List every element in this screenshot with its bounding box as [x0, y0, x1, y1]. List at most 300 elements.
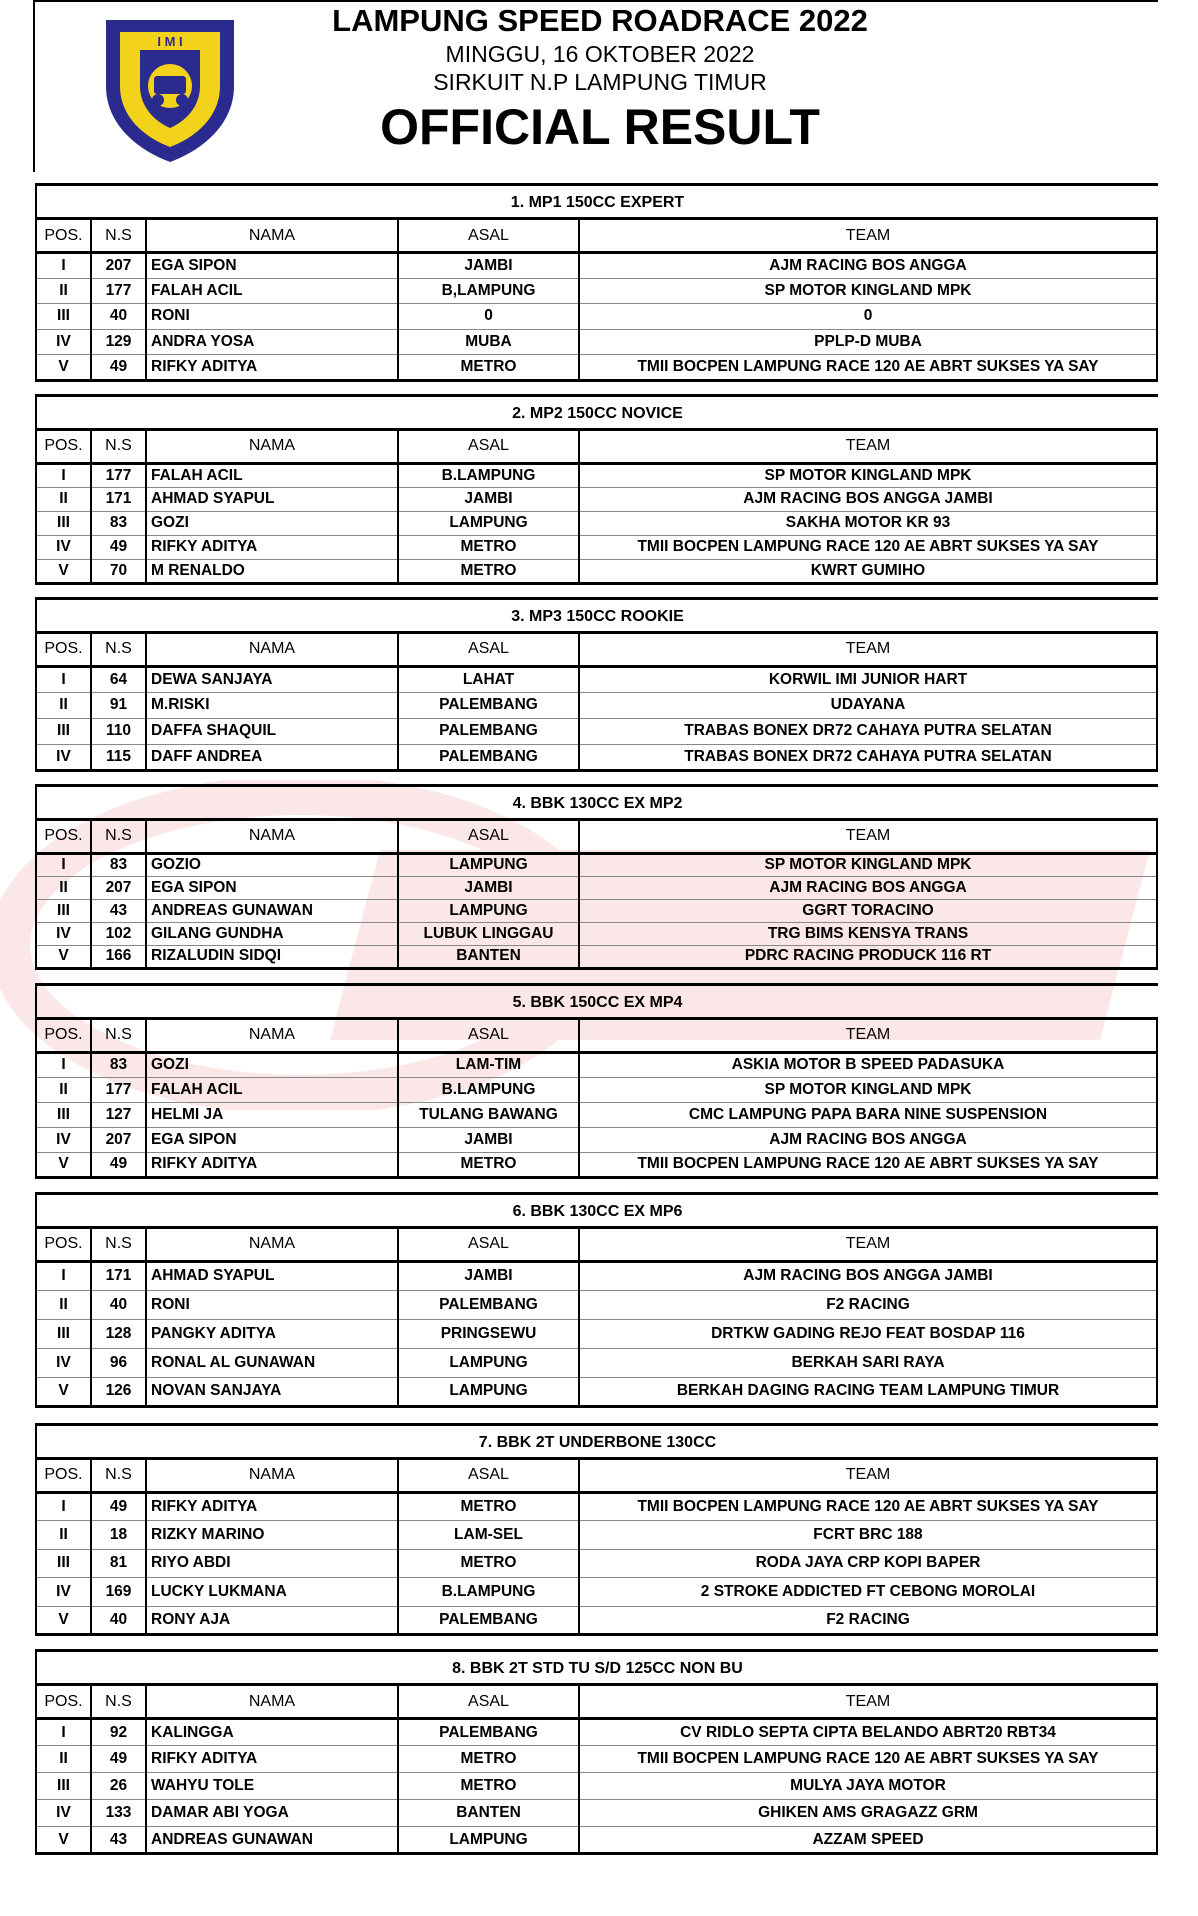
cell-team: SP MOTOR KINGLAND MPK — [579, 1077, 1157, 1102]
cell-pos: II — [36, 692, 91, 718]
cell-team: KORWIL IMI JUNIOR HART — [579, 666, 1157, 692]
cell-asal: JAMBI — [398, 1261, 579, 1290]
cell-pos: I — [36, 1261, 91, 1290]
header-row — [36, 632, 1157, 666]
cell-ns: 207 — [91, 253, 146, 279]
column-header-pos: POS. — [36, 1227, 91, 1261]
header-row — [36, 429, 1157, 463]
table-row — [36, 559, 1157, 583]
cell-asal: PALEMBANG — [398, 718, 579, 744]
cell-ns: 177 — [91, 463, 146, 487]
cell-team: UDAYANA — [579, 692, 1157, 718]
table-row — [36, 253, 1157, 279]
cell-nama: RONI — [146, 1290, 398, 1319]
cell-nama: RIYO ABDI — [146, 1549, 398, 1578]
cell-asal: LAM-TIM — [398, 1052, 579, 1077]
cell-pos: V — [36, 355, 91, 381]
cell-team: BERKAH DAGING RACING TEAM LAMPUNG TIMUR — [579, 1377, 1157, 1406]
cell-asal: METRO — [398, 1773, 579, 1800]
cell-nama: DAFFA SHAQUIL — [146, 718, 398, 744]
cell-nama: PANGKY ADITYA — [146, 1319, 398, 1348]
cell-pos: IV — [36, 1348, 91, 1377]
column-header-ns: N.S — [91, 1227, 146, 1261]
imi-logo — [100, 16, 240, 166]
cell-team: AJM RACING BOS ANGGA — [579, 1127, 1157, 1152]
cell-ns: 96 — [91, 1348, 146, 1377]
cell-pos: III — [36, 1773, 91, 1800]
cell-ns: 83 — [91, 511, 146, 535]
cell-asal: PALEMBANG — [398, 692, 579, 718]
cell-nama: RIFKY ADITYA — [146, 1492, 398, 1521]
cell-team: AJM RACING BOS ANGGA — [579, 253, 1157, 279]
cell-nama: RIFKY ADITYA — [146, 355, 398, 381]
section-gap — [35, 1408, 1158, 1423]
cell-team: 0 — [579, 304, 1157, 330]
cell-asal: LAMPUNG — [398, 853, 579, 876]
cell-pos: I — [36, 853, 91, 876]
header — [300, 0, 900, 156]
cell-pos: I — [36, 463, 91, 487]
column-header-nama: NAMA — [146, 1685, 398, 1719]
table-row — [36, 511, 1157, 535]
column-header-ns: N.S — [91, 819, 146, 853]
column-header-nama: NAMA — [146, 1227, 398, 1261]
column-header-asal: ASAL — [398, 819, 579, 853]
column-header-ns: N.S — [91, 632, 146, 666]
table-row — [36, 899, 1157, 922]
cell-pos: II — [36, 278, 91, 304]
result-section — [35, 1649, 1158, 1855]
cell-ns: 115 — [91, 744, 146, 770]
cell-team: GGRT TORACINO — [579, 899, 1157, 922]
cell-pos: IV — [36, 1578, 91, 1607]
cell-ns: 126 — [91, 1377, 146, 1406]
section-gap — [35, 585, 1158, 597]
cell-pos: I — [36, 666, 91, 692]
cell-nama: FALAH ACIL — [146, 278, 398, 304]
table-row — [36, 487, 1157, 511]
table-row — [36, 744, 1157, 770]
cell-team: SAKHA MOTOR KR 93 — [579, 511, 1157, 535]
table-row — [36, 1377, 1157, 1406]
event-title: LAMPUNG SPEED ROADRACE 2022 — [332, 3, 868, 38]
result-section — [35, 183, 1158, 394]
cell-nama: AHMAD SYAPUL — [146, 1261, 398, 1290]
cell-team: SP MOTOR KINGLAND MPK — [579, 278, 1157, 304]
cell-pos: V — [36, 1377, 91, 1406]
table-row — [36, 666, 1157, 692]
cell-pos: III — [36, 718, 91, 744]
table-row — [36, 1348, 1157, 1377]
cell-pos: III — [36, 1549, 91, 1578]
cell-nama: ANDREAS GUNAWAN — [146, 899, 398, 922]
result-section — [35, 1423, 1158, 1650]
cell-team: PPLP-D MUBA — [579, 329, 1157, 355]
table-row — [36, 853, 1157, 876]
cell-nama: GOZI — [146, 511, 398, 535]
cell-pos: I — [36, 1492, 91, 1521]
cell-ns: 102 — [91, 922, 146, 945]
column-header-asal: ASAL — [398, 1458, 579, 1492]
cell-asal: LAMPUNG — [398, 1827, 579, 1854]
cell-pos: III — [36, 1319, 91, 1348]
cell-nama: RIFKY ADITYA — [146, 1152, 398, 1177]
cell-team: FCRT BRC 188 — [579, 1521, 1157, 1550]
cell-team: SP MOTOR KINGLAND MPK — [579, 463, 1157, 487]
cell-ns: 92 — [91, 1719, 146, 1746]
cell-asal: LAMPUNG — [398, 899, 579, 922]
cell-asal: JAMBI — [398, 876, 579, 899]
cell-nama: ANDREAS GUNAWAN — [146, 1827, 398, 1854]
cell-ns: 40 — [91, 304, 146, 330]
cell-team: AJM RACING BOS ANGGA JAMBI — [579, 1261, 1157, 1290]
cell-nama: EGA SIPON — [146, 253, 398, 279]
cell-team: BERKAH SARI RAYA — [579, 1348, 1157, 1377]
column-header-pos: POS. — [36, 819, 91, 853]
table-row — [36, 1077, 1157, 1102]
cell-team: TMII BOCPEN LAMPUNG RACE 120 AE ABRT SUKSES YA SAY — [579, 1492, 1157, 1521]
cell-asal: METRO — [398, 1746, 579, 1773]
cell-ns: 177 — [91, 278, 146, 304]
cell-ns: 91 — [91, 692, 146, 718]
cell-ns: 177 — [91, 1077, 146, 1102]
cell-asal: BANTEN — [398, 945, 579, 968]
column-header-asal: ASAL — [398, 219, 579, 253]
cell-asal: METRO — [398, 559, 579, 583]
cell-asal: JAMBI — [398, 253, 579, 279]
column-header-asal: ASAL — [398, 1685, 579, 1719]
cell-nama: NOVAN SANJAYA — [146, 1377, 398, 1406]
cell-pos: IV — [36, 1127, 91, 1152]
column-header-ns: N.S — [91, 429, 146, 463]
results-sections — [35, 183, 1158, 1855]
results-table — [35, 428, 1158, 585]
cell-ns: 128 — [91, 1319, 146, 1348]
section-gap — [35, 970, 1158, 983]
cell-team: MULYA JAYA MOTOR — [579, 1773, 1157, 1800]
column-header-nama: NAMA — [146, 632, 398, 666]
results-table — [35, 1017, 1158, 1179]
section-gap — [35, 1179, 1158, 1192]
cell-nama: FALAH ACIL — [146, 463, 398, 487]
cell-team: TRG BIMS KENSYA TRANS — [579, 922, 1157, 945]
column-header-ns: N.S — [91, 219, 146, 253]
results-table — [35, 631, 1158, 772]
column-header-nama: NAMA — [146, 219, 398, 253]
cell-ns: 166 — [91, 945, 146, 968]
cell-ns: 83 — [91, 1052, 146, 1077]
column-header-team: TEAM — [579, 632, 1157, 666]
cell-team: SP MOTOR KINGLAND MPK — [579, 853, 1157, 876]
table-row — [36, 692, 1157, 718]
column-header-team: TEAM — [579, 1227, 1157, 1261]
cell-ns: 133 — [91, 1800, 146, 1827]
cell-ns: 129 — [91, 329, 146, 355]
cell-pos: V — [36, 1827, 91, 1854]
section-gap — [35, 1636, 1158, 1649]
table-row — [36, 1746, 1157, 1773]
cell-nama: EGA SIPON — [146, 876, 398, 899]
section-gap — [35, 772, 1158, 784]
cell-team: RODA JAYA CRP KOPI BAPER — [579, 1549, 1157, 1578]
section-title: 5. BBK 150CC EX MP4 — [35, 983, 1158, 1017]
cell-pos: III — [36, 511, 91, 535]
cell-team: AZZAM SPEED — [579, 1827, 1157, 1854]
cell-pos: IV — [36, 1800, 91, 1827]
cell-ns: 64 — [91, 666, 146, 692]
cell-asal: LAMPUNG — [398, 1348, 579, 1377]
cell-nama: LUCKY LUKMANA — [146, 1578, 398, 1607]
results-table — [35, 1226, 1158, 1408]
cell-asal: B.LAMPUNG — [398, 1077, 579, 1102]
table-row — [36, 1800, 1157, 1827]
column-header-pos: POS. — [36, 219, 91, 253]
cell-nama: ANDRA YOSA — [146, 329, 398, 355]
svg-text:I M I: I M I — [157, 34, 183, 49]
cell-nama: RONY AJA — [146, 1606, 398, 1635]
column-header-team: TEAM — [579, 1458, 1157, 1492]
table-row — [36, 1492, 1157, 1521]
header-row — [36, 1227, 1157, 1261]
cell-team: ASKIA MOTOR B SPEED PADASUKA — [579, 1052, 1157, 1077]
cell-pos: II — [36, 1521, 91, 1550]
table-row — [36, 1549, 1157, 1578]
table-row — [36, 1578, 1157, 1607]
cell-nama: RIFKY ADITYA — [146, 535, 398, 559]
cell-pos: IV — [36, 329, 91, 355]
cell-team: KWRT GUMIHO — [579, 559, 1157, 583]
column-header-asal: ASAL — [398, 632, 579, 666]
cell-ns: 70 — [91, 559, 146, 583]
cell-ns: 49 — [91, 535, 146, 559]
cell-ns: 26 — [91, 1773, 146, 1800]
cell-pos: III — [36, 899, 91, 922]
cell-ns: 207 — [91, 1127, 146, 1152]
cell-asal: PALEMBANG — [398, 1719, 579, 1746]
cell-asal: PALEMBANG — [398, 1606, 579, 1635]
cell-asal: LAM-SEL — [398, 1521, 579, 1550]
cell-ns: 83 — [91, 853, 146, 876]
header-row — [36, 1018, 1157, 1052]
cell-pos: V — [36, 1606, 91, 1635]
cell-team: 2 STROKE ADDICTED FT CEBONG MOROLAI — [579, 1578, 1157, 1607]
section-title: 3. MP3 150CC ROOKIE — [35, 597, 1158, 631]
cell-nama: RONAL AL GUNAWAN — [146, 1348, 398, 1377]
table-row — [36, 1290, 1157, 1319]
column-header-pos: POS. — [36, 632, 91, 666]
cell-pos: II — [36, 876, 91, 899]
cell-asal: JAMBI — [398, 1127, 579, 1152]
cell-team: TRABAS BONEX DR72 CAHAYA PUTRA SELATAN — [579, 718, 1157, 744]
table-row — [36, 1052, 1157, 1077]
cell-ns: 110 — [91, 718, 146, 744]
cell-ns: 43 — [91, 899, 146, 922]
table-row — [36, 1319, 1157, 1348]
cell-asal: METRO — [398, 1152, 579, 1177]
column-header-nama: NAMA — [146, 1458, 398, 1492]
cell-nama: RIZKY MARINO — [146, 1521, 398, 1550]
column-header-ns: N.S — [91, 1018, 146, 1052]
cell-asal: LAHAT — [398, 666, 579, 692]
column-header-team: TEAM — [579, 1685, 1157, 1719]
section-gap — [35, 382, 1158, 394]
cell-pos: I — [36, 1052, 91, 1077]
cell-asal: TULANG BAWANG — [398, 1102, 579, 1127]
cell-team: TMII BOCPEN LAMPUNG RACE 120 AE ABRT SUKSES YA SAY — [579, 535, 1157, 559]
event-venue: SIRKUIT N.P LAMPUNG TIMUR — [433, 69, 767, 95]
cell-nama: AHMAD SYAPUL — [146, 487, 398, 511]
section-title: 2. MP2 150CC NOVICE — [35, 394, 1158, 428]
table-row — [36, 1102, 1157, 1127]
table-row — [36, 278, 1157, 304]
cell-pos: II — [36, 1077, 91, 1102]
cell-ns: 49 — [91, 1152, 146, 1177]
cell-nama: DAMAR ABI YOGA — [146, 1800, 398, 1827]
section-title: 6. BBK 130CC EX MP6 — [35, 1192, 1158, 1226]
cell-nama: RONI — [146, 304, 398, 330]
cell-asal: B.LAMPUNG — [398, 1578, 579, 1607]
header-row — [36, 1458, 1157, 1492]
table-row — [36, 463, 1157, 487]
section-title: 7. BBK 2T UNDERBONE 130CC — [35, 1423, 1158, 1457]
cell-asal: BANTEN — [398, 1800, 579, 1827]
cell-nama: DEWA SANJAYA — [146, 666, 398, 692]
result-section — [35, 784, 1158, 983]
table-row — [36, 304, 1157, 330]
cell-team: CMC LAMPUNG PAPA BARA NINE SUSPENSION — [579, 1102, 1157, 1127]
cell-ns: 81 — [91, 1549, 146, 1578]
cell-team: TMII BOCPEN LAMPUNG RACE 120 AE ABRT SUKSES YA SAY — [579, 355, 1157, 381]
table-row — [36, 329, 1157, 355]
cell-nama: M.RISKI — [146, 692, 398, 718]
column-header-team: TEAM — [579, 429, 1157, 463]
cell-nama: FALAH ACIL — [146, 1077, 398, 1102]
column-header-asal: ASAL — [398, 429, 579, 463]
cell-nama: WAHYU TOLE — [146, 1773, 398, 1800]
page-border-left — [33, 0, 35, 172]
cell-team: TMII BOCPEN LAMPUNG RACE 120 AE ABRT SUKSES YA SAY — [579, 1152, 1157, 1177]
cell-asal: PALEMBANG — [398, 744, 579, 770]
cell-ns: 43 — [91, 1827, 146, 1854]
column-header-team: TEAM — [579, 219, 1157, 253]
column-header-pos: POS. — [36, 1685, 91, 1719]
official-result-heading: OFFICIAL RESULT — [380, 99, 820, 155]
section-title: 1. MP1 150CC EXPERT — [35, 183, 1158, 217]
cell-ns: 18 — [91, 1521, 146, 1550]
cell-asal: PALEMBANG — [398, 1290, 579, 1319]
cell-asal: METRO — [398, 1492, 579, 1521]
result-section — [35, 394, 1158, 597]
cell-ns: 207 — [91, 876, 146, 899]
section-title: 4. BBK 130CC EX MP2 — [35, 784, 1158, 818]
cell-ns: 49 — [91, 1746, 146, 1773]
cell-asal: LAMPUNG — [398, 1377, 579, 1406]
column-header-pos: POS. — [36, 1458, 91, 1492]
header-row — [36, 1685, 1157, 1719]
cell-pos: IV — [36, 744, 91, 770]
result-section — [35, 1192, 1158, 1423]
cell-pos: V — [36, 945, 91, 968]
cell-asal: PRINGSEWU — [398, 1319, 579, 1348]
table-row — [36, 1719, 1157, 1746]
cell-pos: III — [36, 304, 91, 330]
cell-nama: KALINGGA — [146, 1719, 398, 1746]
column-header-team: TEAM — [579, 1018, 1157, 1052]
cell-nama: RIZALUDIN SIDQI — [146, 945, 398, 968]
cell-pos: II — [36, 487, 91, 511]
cell-team: TRABAS BONEX DR72 CAHAYA PUTRA SELATAN — [579, 744, 1157, 770]
cell-nama: GOZI — [146, 1052, 398, 1077]
table-row — [36, 1152, 1157, 1177]
cell-asal: JAMBI — [398, 487, 579, 511]
column-header-team: TEAM — [579, 819, 1157, 853]
table-row — [36, 1827, 1157, 1854]
column-header-nama: NAMA — [146, 819, 398, 853]
cell-asal: LAMPUNG — [398, 511, 579, 535]
cell-pos: IV — [36, 535, 91, 559]
cell-ns: 171 — [91, 1261, 146, 1290]
cell-asal: 0 — [398, 304, 579, 330]
column-header-nama: NAMA — [146, 429, 398, 463]
cell-team: CV RIDLO SEPTA CIPTA BELANDO ABRT20 RBT34 — [579, 1719, 1157, 1746]
event-date: MINGGU, 16 OKTOBER 2022 — [445, 41, 755, 67]
cell-asal: METRO — [398, 1549, 579, 1578]
cell-team: DRTKW GADING REJO FEAT BOSDAP 116 — [579, 1319, 1157, 1348]
cell-team: F2 RACING — [579, 1290, 1157, 1319]
cell-ns: 40 — [91, 1290, 146, 1319]
cell-nama: RIFKY ADITYA — [146, 1746, 398, 1773]
table-row — [36, 1127, 1157, 1152]
cell-nama: HELMI JA — [146, 1102, 398, 1127]
result-section — [35, 983, 1158, 1192]
header-row — [36, 819, 1157, 853]
table-row — [36, 922, 1157, 945]
cell-asal: MUBA — [398, 329, 579, 355]
table-row — [36, 1521, 1157, 1550]
cell-asal: LUBUK LINGGAU — [398, 922, 579, 945]
cell-nama: GOZIO — [146, 853, 398, 876]
results-table — [35, 1683, 1158, 1855]
table-row — [36, 718, 1157, 744]
header-row — [36, 219, 1157, 253]
cell-nama: GILANG GUNDHA — [146, 922, 398, 945]
column-header-asal: ASAL — [398, 1018, 579, 1052]
cell-pos: I — [36, 253, 91, 279]
column-header-nama: NAMA — [146, 1018, 398, 1052]
column-header-ns: N.S — [91, 1458, 146, 1492]
results-table — [35, 818, 1158, 970]
table-row — [36, 876, 1157, 899]
cell-team: TMII BOCPEN LAMPUNG RACE 120 AE ABRT SUKSES YA SAY — [579, 1746, 1157, 1773]
cell-asal: METRO — [398, 535, 579, 559]
cell-asal: B.LAMPUNG — [398, 463, 579, 487]
cell-pos: V — [36, 1152, 91, 1177]
cell-team: AJM RACING BOS ANGGA JAMBI — [579, 487, 1157, 511]
cell-ns: 40 — [91, 1606, 146, 1635]
cell-asal: METRO — [398, 355, 579, 381]
cell-pos: III — [36, 1102, 91, 1127]
cell-ns: 49 — [91, 1492, 146, 1521]
cell-nama: M RENALDO — [146, 559, 398, 583]
table-row — [36, 1261, 1157, 1290]
cell-ns: 49 — [91, 355, 146, 381]
cell-nama: DAFF ANDREA — [146, 744, 398, 770]
cell-ns: 171 — [91, 487, 146, 511]
cell-ns: 127 — [91, 1102, 146, 1127]
cell-pos: IV — [36, 922, 91, 945]
table-row — [36, 535, 1157, 559]
table-row — [36, 1606, 1157, 1635]
